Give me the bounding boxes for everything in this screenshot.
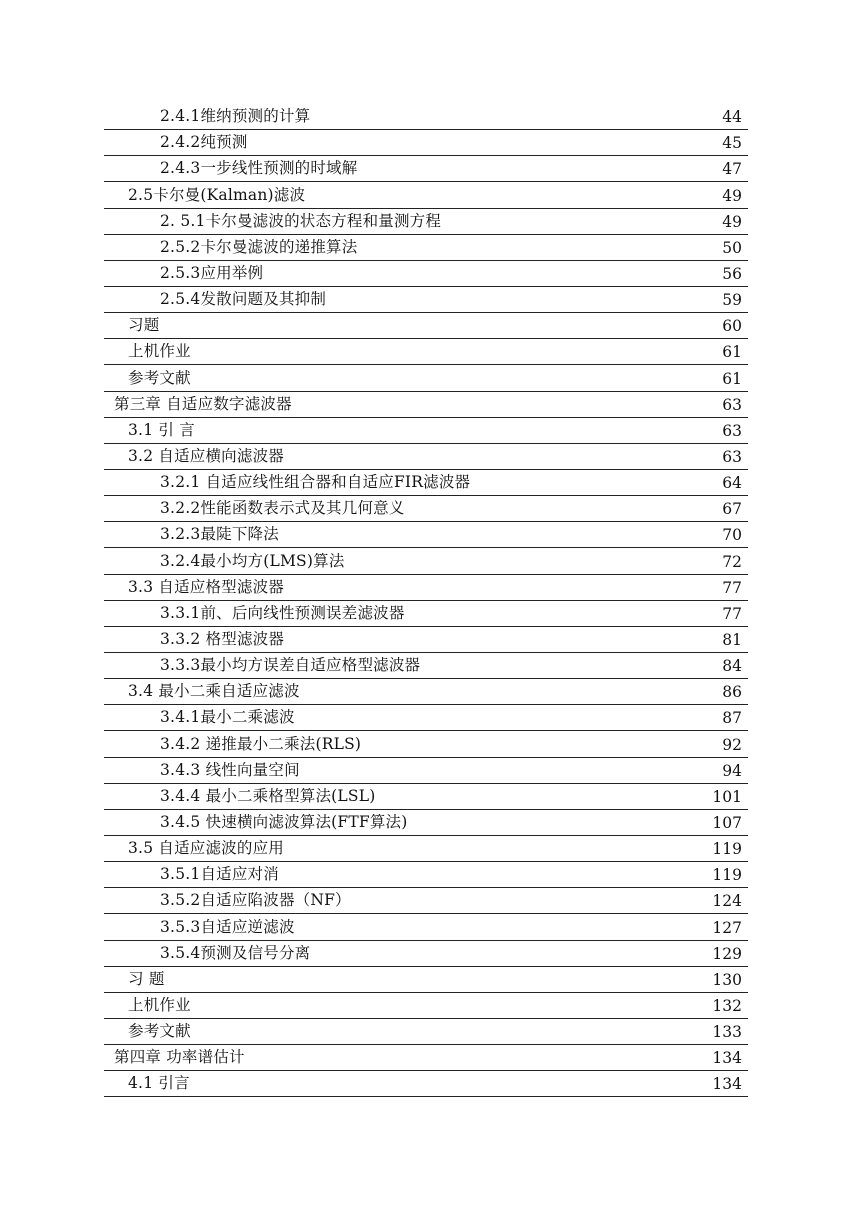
- toc-entry[interactable]: [104, 522, 748, 548]
- toc-entry-title: 2.5.3应用举例: [160, 263, 264, 282]
- toc-entry[interactable]: [104, 156, 748, 182]
- toc-entry-page-number: 133: [712, 1023, 742, 1042]
- toc-entry-page-number: 77: [722, 578, 742, 597]
- toc-entry[interactable]: [104, 627, 748, 653]
- toc-entry-page-number: 129: [712, 944, 742, 963]
- toc-entry-page-number: 86: [722, 683, 742, 702]
- toc-entry[interactable]: [104, 914, 748, 940]
- toc-entry-title: 2.5.2卡尔曼滤波的递推算法: [160, 237, 358, 256]
- toc-entry-page-number: 87: [722, 709, 742, 728]
- toc-entry-title: 3.2 自适应横向滤波器: [128, 446, 284, 465]
- toc-entry[interactable]: [104, 392, 748, 418]
- toc-entry-page-number: 94: [722, 761, 742, 780]
- toc-entry[interactable]: [104, 182, 748, 208]
- toc-entry-title: 3.3.3最小均方误差自适应格型滤波器: [160, 656, 421, 675]
- toc-entry-title: 参考文献: [128, 1022, 191, 1041]
- toc-entry[interactable]: [104, 784, 748, 810]
- toc-entry[interactable]: [104, 993, 748, 1019]
- toc-entry[interactable]: [104, 862, 748, 888]
- toc-entry-page-number: 77: [722, 604, 742, 623]
- toc-entry[interactable]: [104, 888, 748, 914]
- toc-entry-page-number: 64: [722, 474, 742, 493]
- toc-entry-title: 3.2.4最小均方(LMS)算法: [160, 551, 345, 570]
- toc-entry-page-number: 49: [722, 212, 742, 231]
- toc-entry-title: 3.5.1自适应对消: [160, 865, 279, 884]
- toc-entry[interactable]: [104, 313, 748, 339]
- toc-entry-title: 3.5 自适应滤波的应用: [128, 839, 284, 858]
- toc-entry-title: 3.2.1 自适应线性组合器和自适应FIR滤波器: [160, 473, 471, 492]
- toc-entry-title: 3.5.2自适应陷波器（NF）: [160, 891, 351, 910]
- toc-entry-title: 3.5.4预测及信号分离: [160, 943, 311, 962]
- toc-entry[interactable]: [104, 810, 748, 836]
- toc-entry-page-number: 70: [722, 526, 742, 545]
- toc-entry-page-number: 132: [712, 996, 742, 1015]
- toc-entry[interactable]: [104, 967, 748, 993]
- toc-entry-title: 上机作业: [128, 342, 191, 361]
- toc-entry-page-number: 67: [722, 500, 742, 519]
- toc-entry[interactable]: [104, 130, 748, 156]
- toc-entry[interactable]: [104, 261, 748, 287]
- toc-entry-title: 2. 5.1卡尔曼滤波的状态方程和量测方程: [160, 211, 442, 230]
- toc-entry-title: 3.4.2 递推最小二乘法(RLS): [160, 734, 362, 753]
- toc-entry-title: 3.4.1最小二乘滤波: [160, 708, 295, 727]
- toc-entry[interactable]: [104, 444, 748, 470]
- toc-entry[interactable]: [104, 470, 748, 496]
- toc-entry-page-number: 63: [722, 395, 742, 414]
- toc-entry-title: 3.5.3自适应逆滤波: [160, 917, 295, 936]
- toc-entry-page-number: 127: [712, 918, 742, 937]
- toc-entry-page-number: 61: [722, 343, 742, 362]
- toc-entry-title: 3.4 最小二乘自适应滤波: [128, 682, 300, 701]
- toc-entry-page-number: 107: [712, 813, 742, 832]
- toc-entry-title: 参考文献: [128, 368, 191, 387]
- toc-entry[interactable]: [104, 836, 748, 862]
- toc-entry[interactable]: [104, 418, 748, 444]
- toc-entry-title: 上机作业: [128, 995, 191, 1014]
- toc-entry-page-number: 60: [722, 317, 742, 336]
- toc-entry-page-number: 45: [722, 134, 742, 153]
- toc-entry[interactable]: [104, 941, 748, 967]
- toc-entry-page-number: 56: [722, 264, 742, 283]
- toc-entry-title: 3.4.3 线性向量空间: [160, 760, 300, 779]
- toc-entry-page-number: 63: [722, 421, 742, 440]
- toc-entry-title: 3.1 引 言: [128, 420, 195, 439]
- toc-entry[interactable]: [104, 287, 748, 313]
- toc-entry[interactable]: [104, 548, 748, 574]
- toc-entry-page-number: 49: [722, 186, 742, 205]
- toc-entry-title: 2.4.3一步线性预测的时域解: [160, 159, 358, 178]
- toc-entry[interactable]: [104, 731, 748, 757]
- toc-entry[interactable]: [104, 653, 748, 679]
- toc-entry-title: 3.2.2性能函数表示式及其几何意义: [160, 499, 405, 518]
- toc-entry[interactable]: [104, 209, 748, 235]
- toc-entry-page-number: 130: [712, 970, 742, 989]
- toc-entry-page-number: 72: [722, 552, 742, 571]
- toc-entry-page-number: 119: [712, 840, 742, 859]
- toc-entry-title: 习题: [128, 316, 160, 335]
- toc-entry-title: 4.1 引言: [128, 1074, 190, 1093]
- toc-entry-page-number: 119: [712, 866, 742, 885]
- toc-entry-page-number: 44: [722, 108, 742, 127]
- toc-entry-title: 3.4.5 快速横向滤波算法(FTF算法): [160, 812, 408, 831]
- toc-entry[interactable]: [104, 575, 748, 601]
- toc-entry[interactable]: [104, 104, 748, 130]
- table-of-contents: [104, 104, 748, 1097]
- toc-entry[interactable]: [104, 1071, 748, 1097]
- toc-entry-page-number: 84: [722, 657, 742, 676]
- toc-entry-title: 3.4.4 最小二乘格型算法(LSL): [160, 786, 376, 805]
- toc-entry[interactable]: [104, 1045, 748, 1071]
- toc-entry[interactable]: [104, 1019, 748, 1045]
- toc-entry-page-number: 92: [722, 735, 742, 754]
- toc-entry-page-number: 50: [722, 238, 742, 257]
- toc-entry-page-number: 101: [712, 787, 742, 806]
- toc-entry-title: 3.3.2 格型滤波器: [160, 629, 285, 648]
- toc-entry-title: 2.4.1维纳预测的计算: [160, 107, 311, 126]
- toc-entry[interactable]: [104, 496, 748, 522]
- toc-entry-page-number: 81: [722, 630, 742, 649]
- toc-entry[interactable]: [104, 339, 748, 365]
- toc-entry-title: 2.5.4发散问题及其抑制: [160, 290, 327, 309]
- toc-entry-page-number: 61: [722, 369, 742, 388]
- toc-entry[interactable]: [104, 758, 748, 784]
- toc-entry-page-number: 124: [712, 892, 742, 911]
- toc-entry-title: 3.3.1前、后向线性预测误差滤波器: [160, 603, 405, 622]
- toc-entry-page-number: 59: [722, 291, 742, 310]
- toc-entry[interactable]: [104, 365, 748, 391]
- toc-entry-page-number: 47: [722, 160, 742, 179]
- toc-entry-title: 2.4.2纯预测: [160, 133, 248, 152]
- toc-entry-title: 习 题: [128, 969, 165, 988]
- toc-entry-page-number: 63: [722, 447, 742, 466]
- toc-entry[interactable]: [104, 235, 748, 261]
- toc-entry[interactable]: [104, 679, 748, 705]
- toc-entry[interactable]: [104, 705, 748, 731]
- toc-entry[interactable]: [104, 601, 748, 627]
- toc-entry-title: 第四章 功率谱估计: [114, 1048, 245, 1067]
- toc-entry-page-number: 134: [712, 1049, 742, 1068]
- toc-entry-page-number: 134: [712, 1075, 742, 1094]
- toc-entry-title: 3.3 自适应格型滤波器: [128, 577, 284, 596]
- toc-entry-title: 第三章 自适应数字滤波器: [114, 394, 292, 413]
- toc-entry-title: 3.2.3最陡下降法: [160, 525, 279, 544]
- toc-entry-title: 2.5卡尔曼(Kalman)滤波: [128, 185, 306, 204]
